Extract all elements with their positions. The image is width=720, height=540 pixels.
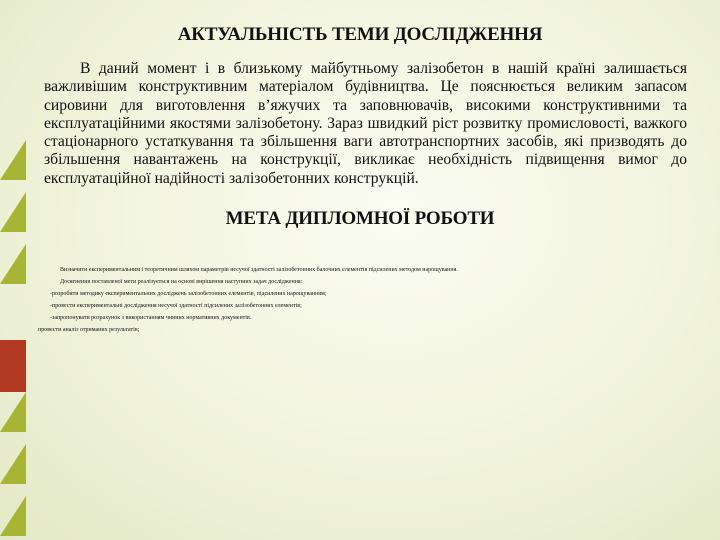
deco-triangle-6 bbox=[0, 496, 26, 536]
slide-title: АКТУАЛЬНІСТЬ ТЕМИ ДОСЛІДЖЕННЯ bbox=[177, 24, 543, 45]
goal-line: Визначити експериментальним і теоретичним шляхом параметрів несучої здатності залізобетонних балочних елементів підсилених методом нарощування. bbox=[60, 267, 458, 273]
deco-triangle-1 bbox=[0, 140, 26, 180]
deco-triangle-3 bbox=[0, 244, 26, 284]
goal-task: провести аналіз отриманих результатів; bbox=[38, 327, 140, 333]
relevance-paragraph: В даний момент і в близькому майбутньому залізобетон в нашій країні залишається важливішим конструктивним матеріалом будівництва. Це пояснюється великим запасом сировини для виготовлення в’яжучих та заповнювачів, високими конструктивними та експлуатаційними якостями залізобетону. Зараз швидкий ріст розвитку промисловості, важкого стаціонарного устаткування та збільшення ваги автотранспортних засобів, які призводять до збільшення навантажень на конструкції, викликає необхідність підвищення вимог до експлуатаційної надійності залізобетонних конструкцій. bbox=[44, 60, 687, 187]
goal-task: -запропонувати розрахунок з використанням чинних нормативних документів. bbox=[50, 315, 252, 321]
goal-line: Досягнення поставленої мети реалізується на основі вирішення наступних задач дослідження: bbox=[60, 279, 303, 285]
goal-task: -розробити методику експериментальних досліджень залізобетонних елементів, підсилених нарощуванням; bbox=[50, 291, 327, 297]
goal-heading: МЕТА ДИПЛОМНОЇ РОБОТИ bbox=[225, 208, 495, 229]
deco-triangle-5 bbox=[0, 444, 26, 484]
goal-task: -провести експериментальні дослідження несучої здатності підсилених залізобетонних елементів; bbox=[50, 303, 302, 309]
deco-red-bar bbox=[0, 340, 26, 392]
deco-triangle-4 bbox=[0, 392, 26, 432]
goal-text bbox=[38, 264, 698, 336]
